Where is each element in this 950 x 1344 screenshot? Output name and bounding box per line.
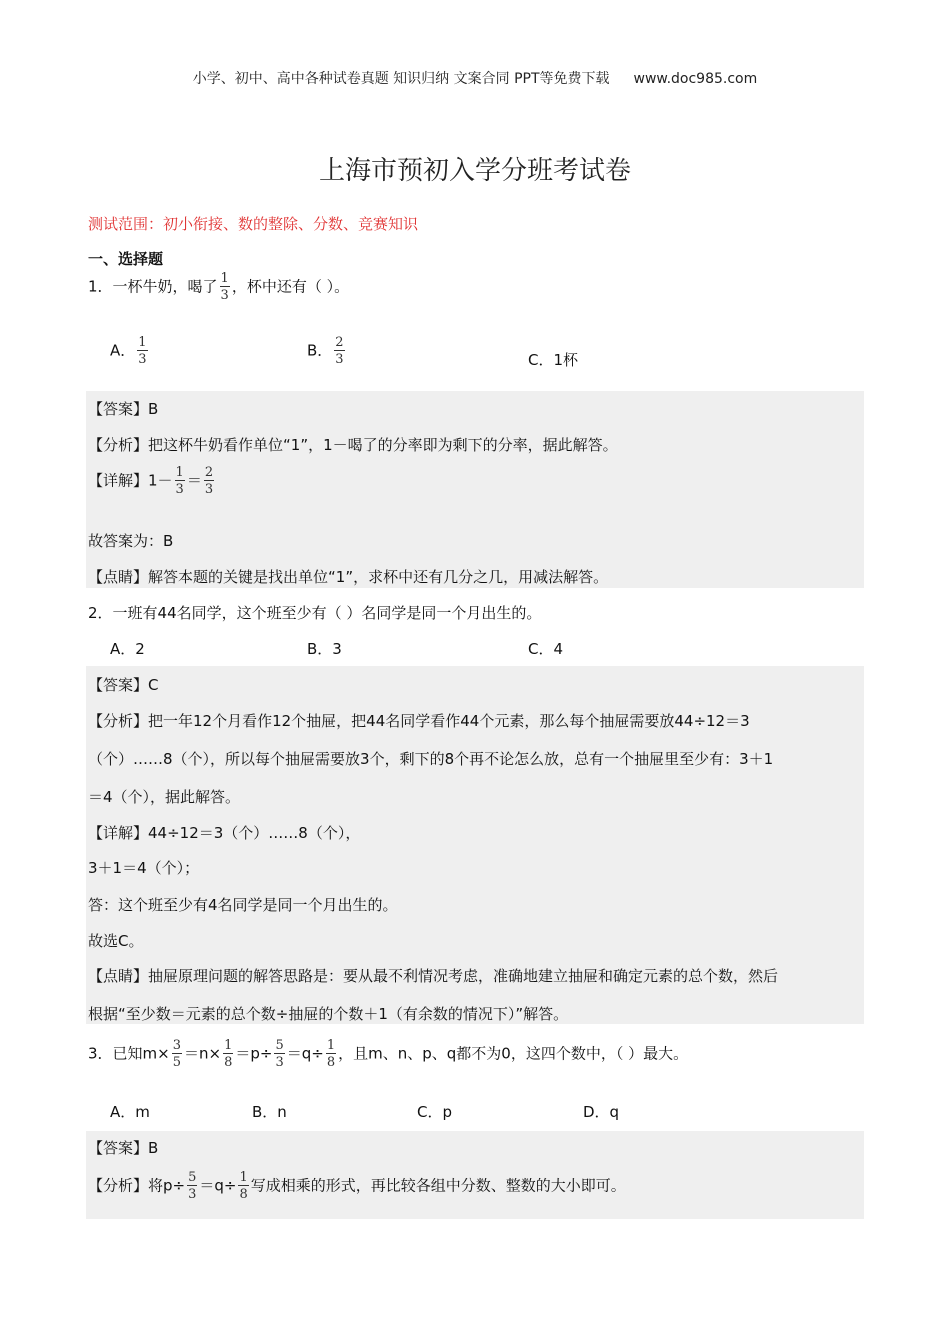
- q1-fraction: $\frac{1}{3}$: [220, 271, 229, 303]
- q2-detail-line-1: 【详解】44÷12＝3（个）……8（个），: [88, 824, 361, 842]
- q2-option-a: A．2: [110, 640, 145, 658]
- q1-conclusion: 故答案为：B: [88, 532, 174, 550]
- q3-answer: 【答案】B: [88, 1139, 159, 1157]
- q3-option-b: B．n: [252, 1103, 287, 1121]
- header-url[interactable]: www.doc985.com: [633, 71, 758, 87]
- q2-tip-line-1: 【点睛】抽屉原理问题的解答思路是：要从最不利情况考虑，准确地建立抽屉和确定元素的总个数，然后: [88, 967, 779, 985]
- q1-option-a: A． $\frac{1}{3}$: [110, 335, 147, 367]
- q3-analysis: 【分析】将p÷ $\frac{5}{3}$ ＝q÷ $\frac{1}{8}$ 写成相乘的形式，再比较各组中分数、整数的大小即可。: [88, 1170, 626, 1202]
- q1-text-end: ，杯中还有（ ）。: [231, 277, 350, 296]
- q2-answer: 【答案】C: [88, 676, 159, 694]
- q1-text: 1．一杯牛奶，喝了: [88, 277, 218, 296]
- question-3: 3．已知m× $\frac{3}{5}$ ＝n× $\frac{1}{8}$ ＝p÷ $\frac{5}{3}$ ＝q÷ $\frac{1}{8}$ ，且m、n、p、q都不为0，这四个数中，（ ）最大。: [88, 1038, 689, 1070]
- q2-tip-line-2: 根据“至少数＝元素的总个数÷抽屉的个数＋1（有余数的情况下）”解答。: [88, 1005, 569, 1023]
- q2-detail-line-3: 答：这个班至少有4名同学是同一个月出生的。: [88, 896, 398, 914]
- q2-option-c: C．4: [528, 640, 564, 658]
- q1-option-b: B． $\frac{2}{3}$: [307, 335, 344, 367]
- q3-option-c: C．p: [417, 1103, 452, 1121]
- q2-option-b: B．3: [307, 640, 342, 658]
- q2-analysis-line-2: （个）……8（个），所以每个抽屉需要放3个，剩下的8个再不论怎么放，总有一个抽屉里至少有：3＋1: [88, 750, 774, 768]
- question-2: 2．一班有44名同学，这个班至少有（ ）名同学是同一个月出生的。: [88, 604, 542, 622]
- q1-analysis: 【分析】把这杯牛奶看作单位“1”，1－喝了的分率即为剩下的分率，据此解答。: [88, 436, 618, 454]
- q3-option-a: A．m: [110, 1103, 150, 1121]
- test-scope: 测试范围：初小衔接、数的整除、分数、竞赛知识: [88, 215, 419, 233]
- q1-detail: 【详解】1－ $\frac{1}{3}$ ＝ $\frac{2}{3}$: [88, 465, 214, 497]
- page-header: [0, 68, 950, 88]
- question-1: [88, 272, 349, 302]
- q2-detail-line-2: 3＋1＝4（个）；: [88, 859, 200, 877]
- q1-answer: 【答案】B: [88, 400, 159, 418]
- q1-tip: 【点睛】解答本题的关键是找出单位“1”，求杯中还有几分之几，用减法解答。: [88, 568, 609, 586]
- header-text: 小学、初中、高中各种试卷真题 知识归纳 文案合同 PPT等免费下载: [192, 71, 610, 87]
- q2-analysis-line-1: 【分析】把一年12个月看作12个抽屉，把44名同学看作44个元素，那么每个抽屉需要放44÷12＝3: [88, 712, 750, 730]
- q1-option-c: C．1杯: [528, 351, 579, 369]
- q2-detail-line-4: 故选C。: [88, 932, 144, 950]
- q2-analysis-line-3: ＝4（个），据此解答。: [88, 788, 241, 806]
- page-title: 上海市预初入学分班考试卷: [318, 156, 631, 186]
- section-heading: 一、选择题: [88, 250, 164, 268]
- q3-option-d: D．q: [583, 1103, 620, 1121]
